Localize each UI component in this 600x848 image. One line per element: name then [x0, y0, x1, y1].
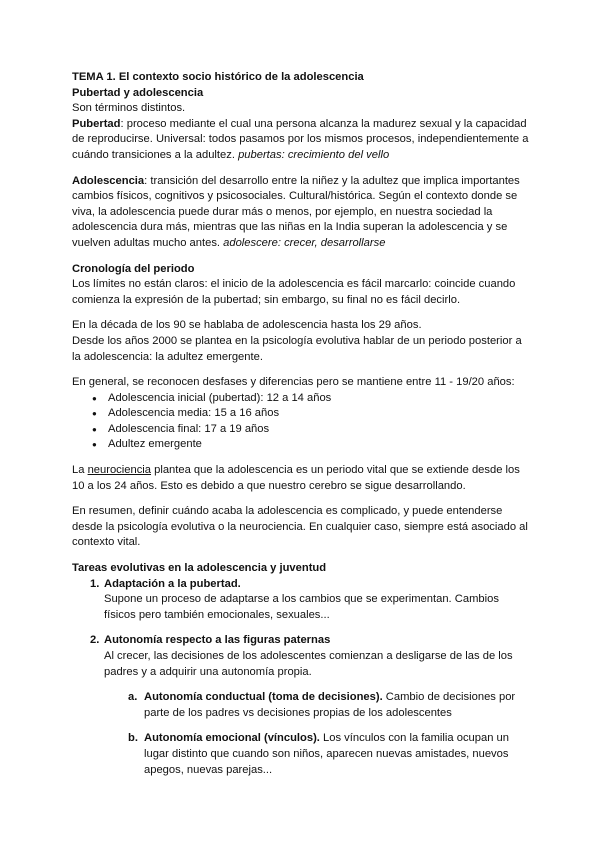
adolescencia-term: Adolescencia	[72, 174, 145, 187]
sub-item-a	[72, 690, 532, 721]
item-number: 1.	[90, 577, 100, 590]
pubertad-term: Pubertad	[72, 117, 121, 130]
numbered-item-1	[72, 577, 532, 624]
cronologia-p2a: En la década de los 90 se hablaba de adolescencia hasta los 29 años.	[72, 319, 422, 332]
section-heading-pubertad-adolescencia: Pubertad y adolescencia	[72, 86, 204, 99]
item-title: Adaptación a la pubertad.	[104, 577, 241, 590]
resumen-paragraph: En resumen, definir cuándo acaba la adolescencia es complicado, y puede entenderse desde la psicología evolutiva o la neurociencia. En cualquier caso, siempre está asociado al contexto vital.	[72, 505, 528, 549]
item-number: 2.	[90, 634, 100, 647]
neurociencia-paragraph	[72, 463, 532, 494]
sub-item-text: Los vínculos con la familia ocupan un lugar distinto que cuando son niños, aparecen nuevas amistades, nuevos apegos, nuevas parejas...	[144, 732, 509, 776]
document-page	[72, 70, 532, 778]
list-item: ● Adolescencia media: 15 a 16 años	[92, 406, 532, 422]
section-heading-tareas: Tareas evolutivas en la adolescencia y juventud	[72, 562, 327, 575]
list-item: ● Adolescencia final: 17 a 19 años	[92, 422, 532, 438]
stages-list	[72, 391, 532, 453]
sub-item-title: Autonomía emocional (vínculos).	[144, 732, 320, 745]
cronologia-p2b: Desde los años 2000 se plantea en la psicología evolutiva hablar de un periodo posterior a la adolescencia: la adultez emergente.	[72, 334, 522, 363]
adolescencia-etymology: adolescere: crecer, desarrollarse	[223, 236, 386, 249]
list-item: ● Adolescencia inicial (pubertad): 12 a 14 años	[92, 391, 532, 407]
neuro-pre-text: La	[72, 464, 88, 477]
sub-item-text: Cambio de decisiones por parte de los padres vs decisiones propias de los adolescentes	[144, 691, 516, 719]
adolescencia-paragraph	[72, 174, 532, 252]
cronologia-p3: En general, se reconocen desfases y diferencias pero se mantiene entre 11 - 19/20 años:	[72, 376, 515, 389]
doc-title: TEMA 1. El contexto socio histórico de la adolescencia	[72, 71, 364, 83]
numbered-item-2	[72, 633, 532, 680]
sub-item-body	[144, 731, 532, 778]
neuro-post-text: plantea que la adolescencia es un periodo vital que se extiende desde los 10 a los 24 años. Esto es debido a que nuestro cerebro se sigue desarrollando.	[72, 464, 520, 492]
cronologia-p1: Los límites no están claros: el inicio de la adolescencia es fácil marcarlo: coincide cuando comienza la expresión de la pubertad; sin embargo, su final no es fácil decirlo.	[72, 278, 516, 306]
item-title: Autonomía respecto a las figuras paternas	[104, 634, 331, 647]
item-text: Supone un proceso de adaptarse a los cambios que se experimentan. Cambios físicos pero también emocionales, sexuales...	[104, 593, 499, 621]
list-item: ● Adultez emergente	[92, 437, 532, 453]
pubertad-etymology: pubertas: crecimiento del vello	[238, 148, 390, 161]
intro-text: Son términos distintos.	[72, 102, 186, 115]
adolescencia-text: : transición del desarrollo entre la niñez y la adultez que implica importantes cambios físicos, cognitivos y psicosociales. Cultural/histórica. Según el contexto donde se viva, la adolescencia puede durar más o menos, por ejemplo, en nuestra sociedad la adolescencia dura más, mientras que las niñas en la India superan la adolescencia y se vuelven adultas mucho antes.	[72, 174, 520, 249]
item-text: Al crecer, las decisiones de los adolescentes comienzan a desligarse de las de los padres y a adquirir una autonomía propia.	[104, 650, 513, 678]
section-heading-cronologia: Cronología del periodo	[72, 262, 195, 275]
pubertad-text: : proceso mediante el cual una persona alcanza la madurez sexual y la capacidad de reproducirse. Universal: todos pasamos por los mismos procesos, independientemente a cuándo transiciones a la adultez.	[72, 117, 529, 161]
sub-item-letter: b.	[128, 732, 138, 745]
sub-item-b	[72, 731, 532, 778]
sub-item-letter: a.	[128, 691, 138, 704]
pubertad-paragraph	[72, 117, 532, 164]
sub-item-body	[144, 690, 532, 721]
neurociencia-term: neurociencia	[87, 464, 152, 477]
sub-item-title: Autonomía conductual (toma de decisiones).	[144, 691, 383, 704]
